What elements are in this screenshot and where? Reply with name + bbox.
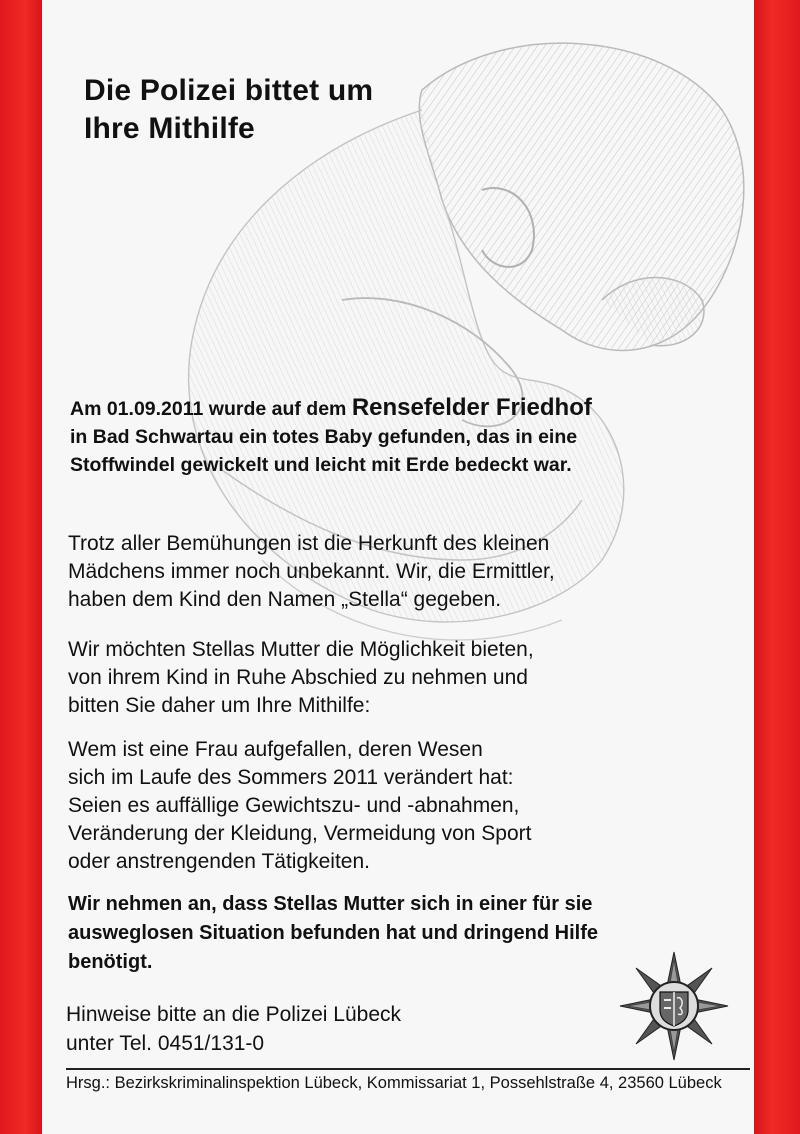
contact-phone: unter Tel. 0451/131-0 [66,1032,265,1055]
p1-line-1: Trotz aller Bemühungen ist die Herkunft des kleinen [68,532,550,555]
p2-line-1: Wir möchten Stellas Mutter die Möglichkeit bieten, [68,638,534,661]
appeal-line-3: benötigt. [68,951,153,973]
paragraph-farewell [68,636,688,720]
p3-line-5: oder anstrengenden Tätigkeiten. [68,850,370,873]
appeal-line-2: ausweglosen Situation befunden hat und dringend Hilfe [68,922,599,944]
p3-line-4: Veränderung der Kleidung, Vermeidung von Sport [68,822,532,845]
poster-title [84,72,373,148]
p1-line-2: Mädchens immer noch unbekannt. Wir, die Ermittler, [68,560,555,583]
lead-place: Rensefelder Friedhof [351,394,592,421]
lead-line-1 [70,394,730,423]
lead-paragraph [70,394,730,479]
appeal-paragraph [68,890,708,977]
left-red-stripe [0,0,42,1134]
title-line-1: Die Polizei bittet um [84,74,374,107]
p1-line-3: haben dem Kind den Namen „Stella“ gegeben. [68,588,502,611]
p2-line-3: bitten Sie daher um Ihre Mithilfe: [68,694,371,717]
appeal-line-1: Wir nehmen an, dass Stellas Mutter sich in einer für sie [68,893,593,915]
p3-line-3: Seien es auffällige Gewichtszu- und -abnahmen, [68,794,520,817]
right-red-stripe [754,0,800,1134]
p3-line-2: sich im Laufe des Sommers 2011 verändert hat: [68,766,514,789]
publisher-footer: Hrsg.: Bezirkskriminalinspektion Lübeck, Kommissariat 1, Possehlstraße 4, 23560 Lübeck [66,1074,722,1092]
paragraph-unknown-origin [68,530,688,614]
lead-line-3: Stoffwindel gewickelt und leicht mit Erde bedeckt war. [70,454,572,476]
lead-prefix: Am 01.09.2011 wurde auf dem [70,398,352,420]
police-star-icon [618,950,730,1062]
footer-divider [66,1068,750,1070]
p3-line-1: Wem ist eine Frau aufgefallen, deren Wesen [68,738,483,761]
contact-info [66,1000,401,1058]
contact-line-1: Hinweise bitte an die Polizei Lübeck [66,1003,402,1026]
paragraph-witness-question [68,736,688,876]
title-line-2: Ihre Mithilfe [84,112,255,145]
lead-line-2: in Bad Schwartau ein totes Baby gefunden, das in eine [70,426,578,448]
p2-line-2: von ihrem Kind in Ruhe Abschied zu nehmen und [68,666,528,689]
